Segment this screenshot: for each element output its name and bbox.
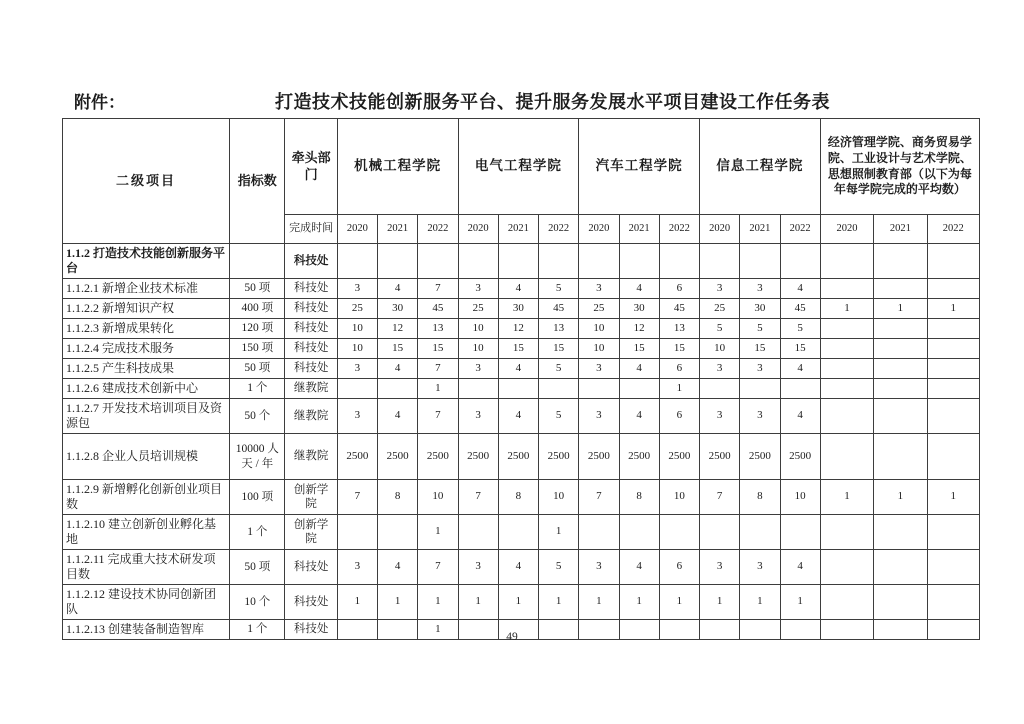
table-row — [63, 279, 980, 299]
value-cell: 8 — [378, 480, 418, 515]
dept-cell: 继教院 — [285, 379, 337, 399]
value-cell: 3 — [740, 550, 780, 585]
value-cell: 15 — [418, 339, 458, 359]
header-college: 经济管理学院、商务贸易学院、工业设计与艺术学院、思想照制教育部（以下为每年每学院完成的平均数） — [820, 119, 979, 215]
dept-cell: 科技处 — [285, 359, 337, 379]
value-cell — [579, 515, 619, 550]
table-row — [63, 480, 980, 515]
value-cell: 1 — [780, 585, 820, 620]
value-cell: 8 — [740, 480, 780, 515]
value-cell: 4 — [498, 279, 538, 299]
value-cell: 3 — [458, 359, 498, 379]
value-cell: 3 — [579, 399, 619, 434]
value-cell — [820, 279, 873, 299]
value-cell: 1 — [700, 585, 740, 620]
value-cell: 10 — [337, 319, 377, 339]
table-row — [63, 550, 980, 585]
value-cell — [337, 379, 377, 399]
value-cell — [498, 379, 538, 399]
value-cell: 3 — [700, 399, 740, 434]
value-cell — [820, 319, 873, 339]
value-cell: 3 — [740, 399, 780, 434]
value-cell: 7 — [458, 480, 498, 515]
header-college: 信息工程学院 — [700, 119, 821, 215]
header-row-top — [63, 119, 980, 215]
value-cell — [820, 359, 873, 379]
value-cell — [874, 550, 927, 585]
header-year: 2021 — [378, 215, 418, 244]
value-cell — [820, 399, 873, 434]
header-college: 电气工程学院 — [458, 119, 579, 215]
value-cell — [740, 244, 780, 279]
value-cell: 1 — [378, 585, 418, 620]
header-year: 2022 — [418, 215, 458, 244]
value-cell — [337, 244, 377, 279]
value-cell: 6 — [659, 359, 699, 379]
table-row — [63, 339, 980, 359]
dept-cell: 科技处 — [285, 620, 337, 640]
value-cell: 12 — [619, 319, 659, 339]
value-cell: 4 — [619, 359, 659, 379]
value-cell: 3 — [337, 550, 377, 585]
header-year: 2022 — [780, 215, 820, 244]
value-cell: 25 — [700, 299, 740, 319]
table-row — [63, 244, 980, 279]
value-cell: 10 — [700, 339, 740, 359]
value-cell: 45 — [780, 299, 820, 319]
value-cell: 7 — [337, 480, 377, 515]
project-cell: 1.1.2.11 完成重大技术研发项目数 — [63, 550, 230, 585]
value-cell — [820, 244, 873, 279]
header-year: 2021 — [619, 215, 659, 244]
value-cell — [820, 339, 873, 359]
dept-cell: 继教院 — [285, 399, 337, 434]
value-cell: 10 — [659, 480, 699, 515]
value-cell — [539, 379, 579, 399]
value-cell — [874, 319, 927, 339]
value-cell: 8 — [498, 480, 538, 515]
table-row — [63, 359, 980, 379]
dept-cell: 科技处 — [285, 585, 337, 620]
page-number: 49 — [506, 631, 518, 643]
indicator-cell — [230, 244, 285, 279]
header-year: 2020 — [820, 215, 873, 244]
value-cell: 12 — [498, 319, 538, 339]
value-cell: 15 — [740, 339, 780, 359]
value-cell: 1 — [418, 379, 458, 399]
value-cell — [780, 515, 820, 550]
value-cell: 15 — [619, 339, 659, 359]
value-cell: 45 — [418, 299, 458, 319]
value-cell: 30 — [619, 299, 659, 319]
value-cell: 4 — [780, 279, 820, 299]
header-year: 2021 — [740, 215, 780, 244]
value-cell: 25 — [579, 299, 619, 319]
project-cell: 1.1.2.1 新增企业技术标准 — [63, 279, 230, 299]
table-row — [63, 434, 980, 480]
value-cell: 2500 — [659, 434, 699, 480]
value-cell — [700, 379, 740, 399]
value-cell — [498, 515, 538, 550]
indicator-cell: 120 项 — [230, 319, 285, 339]
header-completion-time: 完成时间 — [285, 215, 337, 244]
value-cell: 5 — [780, 319, 820, 339]
project-cell: 1.1.2.4 完成技术服务 — [63, 339, 230, 359]
value-cell — [619, 244, 659, 279]
value-cell: 4 — [378, 550, 418, 585]
value-cell: 12 — [378, 319, 418, 339]
value-cell — [820, 585, 873, 620]
page-title: 打造技术技能创新服务平台、提升服务发展水平项目建设工作任务表 — [275, 92, 830, 112]
value-cell: 1 — [740, 585, 780, 620]
value-cell: 1 — [418, 515, 458, 550]
table-row — [63, 585, 980, 620]
value-cell — [619, 515, 659, 550]
header-year: 2020 — [458, 215, 498, 244]
value-cell — [378, 379, 418, 399]
header-college: 机械工程学院 — [337, 119, 458, 215]
value-cell: 10 — [579, 339, 619, 359]
value-cell — [927, 585, 980, 620]
value-cell — [820, 434, 873, 480]
value-cell: 3 — [337, 359, 377, 379]
value-cell: 3 — [579, 550, 619, 585]
indicator-cell: 50 个 — [230, 399, 285, 434]
table-row — [63, 379, 980, 399]
value-cell: 1 — [659, 585, 699, 620]
value-cell: 7 — [579, 480, 619, 515]
value-cell — [659, 244, 699, 279]
table-row — [63, 399, 980, 434]
value-cell: 1 — [820, 299, 873, 319]
attachment-label: 附件： — [74, 93, 125, 112]
value-cell — [458, 379, 498, 399]
value-cell: 3 — [579, 359, 619, 379]
project-cell: 1.1.2.12 建设技术协同创新团队 — [63, 585, 230, 620]
value-cell: 6 — [659, 399, 699, 434]
value-cell: 2500 — [740, 434, 780, 480]
value-cell: 3 — [700, 279, 740, 299]
value-cell: 2500 — [418, 434, 458, 480]
value-cell — [927, 379, 980, 399]
value-cell: 5 — [539, 279, 579, 299]
value-cell: 3 — [458, 279, 498, 299]
value-cell: 1 — [418, 585, 458, 620]
indicator-cell: 100 项 — [230, 480, 285, 515]
project-cell: 1.1.2.9 新增孵化创新创业项目数 — [63, 480, 230, 515]
value-cell: 3 — [700, 550, 740, 585]
value-cell: 4 — [378, 279, 418, 299]
header-year: 2022 — [659, 215, 699, 244]
table-row — [63, 319, 980, 339]
value-cell: 2500 — [700, 434, 740, 480]
value-cell: 4 — [498, 550, 538, 585]
value-cell: 10 — [780, 480, 820, 515]
header-project: 二级项目 — [63, 119, 230, 244]
indicator-cell: 1 个 — [230, 620, 285, 640]
value-cell: 2500 — [458, 434, 498, 480]
value-cell: 1 — [539, 515, 579, 550]
table-body — [63, 244, 980, 640]
value-cell: 3 — [458, 550, 498, 585]
value-cell — [820, 379, 873, 399]
indicator-cell: 10 个 — [230, 585, 285, 620]
value-cell: 1 — [874, 480, 927, 515]
dept-cell: 科技处 — [285, 279, 337, 299]
value-cell: 7 — [418, 550, 458, 585]
value-cell — [820, 550, 873, 585]
value-cell: 15 — [378, 339, 418, 359]
dept-cell: 科技处 — [285, 319, 337, 339]
value-cell — [874, 585, 927, 620]
value-cell — [378, 515, 418, 550]
value-cell — [619, 379, 659, 399]
value-cell: 10 — [458, 339, 498, 359]
value-cell — [740, 515, 780, 550]
value-cell — [780, 379, 820, 399]
indicator-cell: 50 项 — [230, 279, 285, 299]
header-indicator: 指标数 — [230, 119, 285, 244]
value-cell — [579, 244, 619, 279]
value-cell: 3 — [458, 399, 498, 434]
value-cell: 7 — [418, 279, 458, 299]
value-cell: 3 — [740, 279, 780, 299]
value-cell: 2500 — [498, 434, 538, 480]
value-cell — [927, 359, 980, 379]
value-cell: 25 — [458, 299, 498, 319]
value-cell — [927, 279, 980, 299]
project-cell: 1.1.2.3 新增成果转化 — [63, 319, 230, 339]
value-cell: 2500 — [619, 434, 659, 480]
value-cell: 30 — [740, 299, 780, 319]
value-cell: 4 — [780, 550, 820, 585]
header-year: 2020 — [700, 215, 740, 244]
value-cell: 7 — [700, 480, 740, 515]
value-cell — [740, 379, 780, 399]
value-cell: 2500 — [579, 434, 619, 480]
value-cell: 15 — [659, 339, 699, 359]
value-cell: 15 — [498, 339, 538, 359]
value-cell: 1 — [927, 299, 980, 319]
value-cell — [579, 379, 619, 399]
value-cell: 1 — [539, 585, 579, 620]
header-year: 2020 — [337, 215, 377, 244]
value-cell: 15 — [539, 339, 579, 359]
value-cell: 4 — [378, 399, 418, 434]
value-cell: 1 — [579, 585, 619, 620]
value-cell: 1 — [337, 585, 377, 620]
value-cell: 4 — [780, 359, 820, 379]
task-table — [62, 118, 980, 640]
value-cell: 7 — [418, 359, 458, 379]
title-line — [62, 88, 980, 114]
value-cell — [927, 339, 980, 359]
table-row — [63, 299, 980, 319]
value-cell — [458, 244, 498, 279]
value-cell: 2500 — [337, 434, 377, 480]
value-cell: 2500 — [378, 434, 418, 480]
value-cell — [874, 399, 927, 434]
value-cell: 8 — [619, 480, 659, 515]
value-cell — [498, 244, 538, 279]
indicator-cell: 150 项 — [230, 339, 285, 359]
header-year: 2021 — [498, 215, 538, 244]
value-cell: 1 — [458, 585, 498, 620]
value-cell: 13 — [418, 319, 458, 339]
header-college: 汽车工程学院 — [579, 119, 700, 215]
value-cell: 4 — [378, 359, 418, 379]
value-cell: 2500 — [780, 434, 820, 480]
value-cell: 5 — [539, 399, 579, 434]
value-cell: 5 — [539, 359, 579, 379]
dept-cell: 科技处 — [285, 550, 337, 585]
value-cell: 3 — [579, 279, 619, 299]
value-cell: 13 — [539, 319, 579, 339]
value-cell: 6 — [659, 279, 699, 299]
value-cell — [780, 244, 820, 279]
project-cell: 1.1.2.5 产生科技成果 — [63, 359, 230, 379]
indicator-cell: 1 个 — [230, 379, 285, 399]
indicator-cell: 50 项 — [230, 359, 285, 379]
value-cell: 1 — [927, 480, 980, 515]
value-cell: 1 — [619, 585, 659, 620]
value-cell: 10 — [539, 480, 579, 515]
value-cell — [874, 515, 927, 550]
value-cell — [378, 244, 418, 279]
indicator-cell: 400 项 — [230, 299, 285, 319]
value-cell: 3 — [337, 399, 377, 434]
value-cell: 10 — [418, 480, 458, 515]
value-cell — [874, 279, 927, 299]
value-cell: 3 — [700, 359, 740, 379]
project-cell: 1.1.2.10 建立创新创业孵化基地 — [63, 515, 230, 550]
value-cell — [337, 515, 377, 550]
value-cell — [927, 515, 980, 550]
header-lead-dept: 牵头部门 — [285, 119, 337, 215]
indicator-cell: 50 项 — [230, 550, 285, 585]
value-cell: 4 — [619, 399, 659, 434]
value-cell: 4 — [498, 399, 538, 434]
dept-cell: 科技处 — [285, 299, 337, 319]
value-cell: 45 — [539, 299, 579, 319]
value-cell: 2500 — [539, 434, 579, 480]
value-cell — [927, 550, 980, 585]
value-cell — [659, 515, 699, 550]
value-cell — [700, 515, 740, 550]
value-cell — [874, 244, 927, 279]
value-cell: 5 — [700, 319, 740, 339]
value-cell: 30 — [498, 299, 538, 319]
value-cell — [874, 434, 927, 480]
header-year: 2022 — [927, 215, 980, 244]
value-cell — [418, 244, 458, 279]
project-cell: 1.1.2.13 创建装备制造智库 — [63, 620, 230, 640]
value-cell: 10 — [579, 319, 619, 339]
indicator-cell: 1 个 — [230, 515, 285, 550]
dept-cell: 创新学院 — [285, 480, 337, 515]
dept-cell: 科技处 — [285, 244, 337, 279]
value-cell — [458, 515, 498, 550]
project-cell: 1.1.2.7 开发技术培训项目及资源包 — [63, 399, 230, 434]
value-cell: 5 — [539, 550, 579, 585]
value-cell: 3 — [740, 359, 780, 379]
value-cell: 4 — [498, 359, 538, 379]
value-cell: 1 — [874, 299, 927, 319]
header-year: 2020 — [579, 215, 619, 244]
dept-cell: 科技处 — [285, 339, 337, 359]
project-cell: 1.1.2.6 建成技术创新中心 — [63, 379, 230, 399]
value-cell: 4 — [619, 550, 659, 585]
value-cell: 10 — [337, 339, 377, 359]
value-cell: 1 — [659, 379, 699, 399]
value-cell: 1 — [498, 585, 538, 620]
value-cell — [820, 515, 873, 550]
value-cell — [927, 244, 980, 279]
value-cell: 5 — [740, 319, 780, 339]
project-cell: 1.1.2.8 企业人员培训规模 — [63, 434, 230, 480]
value-cell — [700, 244, 740, 279]
project-cell: 1.1.2.2 新增知识产权 — [63, 299, 230, 319]
value-cell: 10 — [458, 319, 498, 339]
value-cell — [874, 339, 927, 359]
value-cell: 4 — [780, 399, 820, 434]
value-cell: 25 — [337, 299, 377, 319]
header-year: 2021 — [874, 215, 927, 244]
value-cell: 1 — [820, 480, 873, 515]
value-cell: 13 — [659, 319, 699, 339]
value-cell: 45 — [659, 299, 699, 319]
value-cell: 30 — [378, 299, 418, 319]
value-cell — [927, 319, 980, 339]
table-row — [63, 515, 980, 550]
value-cell: 6 — [659, 550, 699, 585]
value-cell: 7 — [418, 399, 458, 434]
value-cell — [539, 244, 579, 279]
indicator-cell: 10000 人 天 / 年 — [230, 434, 285, 480]
value-cell: 1 — [418, 620, 458, 640]
dept-cell: 继教院 — [285, 434, 337, 480]
value-cell: 15 — [780, 339, 820, 359]
value-cell — [927, 399, 980, 434]
project-cell: 1.1.2 打造技术技能创新服务平台 — [63, 244, 230, 279]
value-cell: 3 — [337, 279, 377, 299]
dept-cell: 创新学院 — [285, 515, 337, 550]
header-year: 2022 — [539, 215, 579, 244]
value-cell: 4 — [619, 279, 659, 299]
value-cell — [874, 379, 927, 399]
value-cell — [927, 434, 980, 480]
value-cell — [874, 359, 927, 379]
